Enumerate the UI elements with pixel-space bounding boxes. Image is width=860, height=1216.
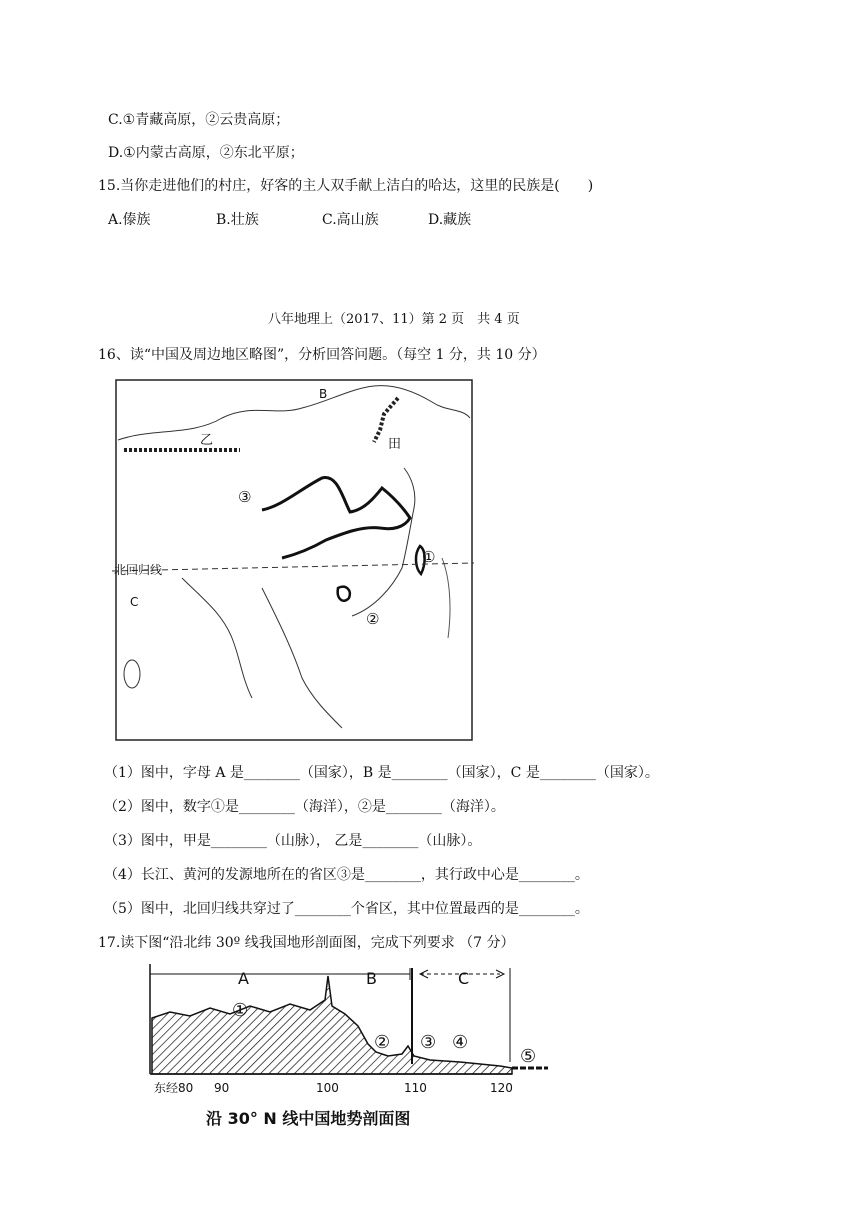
q16-sub5: （5）图中，北回归线共穿过了________个省区，其中位置最西的是________。 — [104, 901, 589, 917]
q17-stem: 17.读下图“沿北纬 30º 线我国地形剖面图，完成下列要求 （7 分） — [98, 935, 515, 951]
map-label-2: ② — [366, 610, 380, 628]
q15-option-b: B.壮族 — [216, 212, 259, 228]
map-label-tropic: 北回归线 — [114, 563, 163, 577]
profile-label-2: ② — [374, 1032, 391, 1053]
map-label-1: ① — [422, 548, 436, 566]
profile-section-b: B — [366, 969, 377, 988]
china-region-map — [112, 378, 477, 743]
q14-option-d: D.①内蒙古高原，②东北平原； — [108, 145, 304, 161]
profile-label-4: ④ — [452, 1032, 469, 1053]
terrain-profile-figure — [140, 956, 552, 1098]
profile-label-5: ⑤ — [520, 1046, 537, 1067]
map-label-c: C — [130, 595, 139, 609]
page-footer: 八年地理上（2017、11）第 2 页 共 4 页 — [268, 312, 520, 327]
profile-label-1: ① — [232, 1000, 249, 1021]
profile-section-c: C — [458, 969, 470, 988]
q15-option-d: D.藏族 — [428, 212, 472, 228]
profile-tick-120: 120 — [490, 1081, 513, 1095]
q15-option-a: A.傣族 — [108, 212, 151, 228]
q16-sub3: （3）图中，甲是________（山脉）， 乙是________（山脉）。 — [104, 833, 482, 849]
q15-option-c: C.高山族 — [322, 212, 379, 228]
q14-option-c: C.①青藏高原，②云贵高原； — [108, 112, 290, 128]
map-label-yi: 乙 — [200, 433, 214, 448]
q17-figure-caption: 沿 30° N 线中国地势剖面图 — [206, 1109, 411, 1128]
q16-sub4: （4）长江、黄河的发源地所在的省区③是________，其行政中心是________。 — [104, 867, 589, 883]
q16-sub1: （1）图中，字母 A 是________（国家），B 是________（国家），C 是________（国家）。 — [104, 765, 659, 781]
profile-section-a: A — [238, 969, 249, 988]
profile-tick-80: 东经80 — [154, 1081, 194, 1095]
q16-sub2: （2）图中，数字①是________（海洋），②是________（海洋）。 — [104, 799, 505, 815]
map-label-jia: 田 — [388, 437, 402, 452]
q16-stem: 16、读“中国及周边地区略图”，分析回答问题。（每空 1 分，共 10 分） — [98, 347, 546, 363]
q15-stem: 15.当你走进他们的村庄，好客的主人双手献上洁白的哈达，这里的民族是( ) — [98, 178, 594, 194]
profile-tick-90: 90 — [214, 1081, 230, 1095]
map-label-b: B — [319, 387, 328, 401]
profile-label-3: ③ — [420, 1032, 437, 1053]
profile-tick-100: 100 — [316, 1081, 339, 1095]
profile-tick-110: 110 — [404, 1081, 427, 1095]
map-label-3: ③ — [238, 488, 252, 506]
